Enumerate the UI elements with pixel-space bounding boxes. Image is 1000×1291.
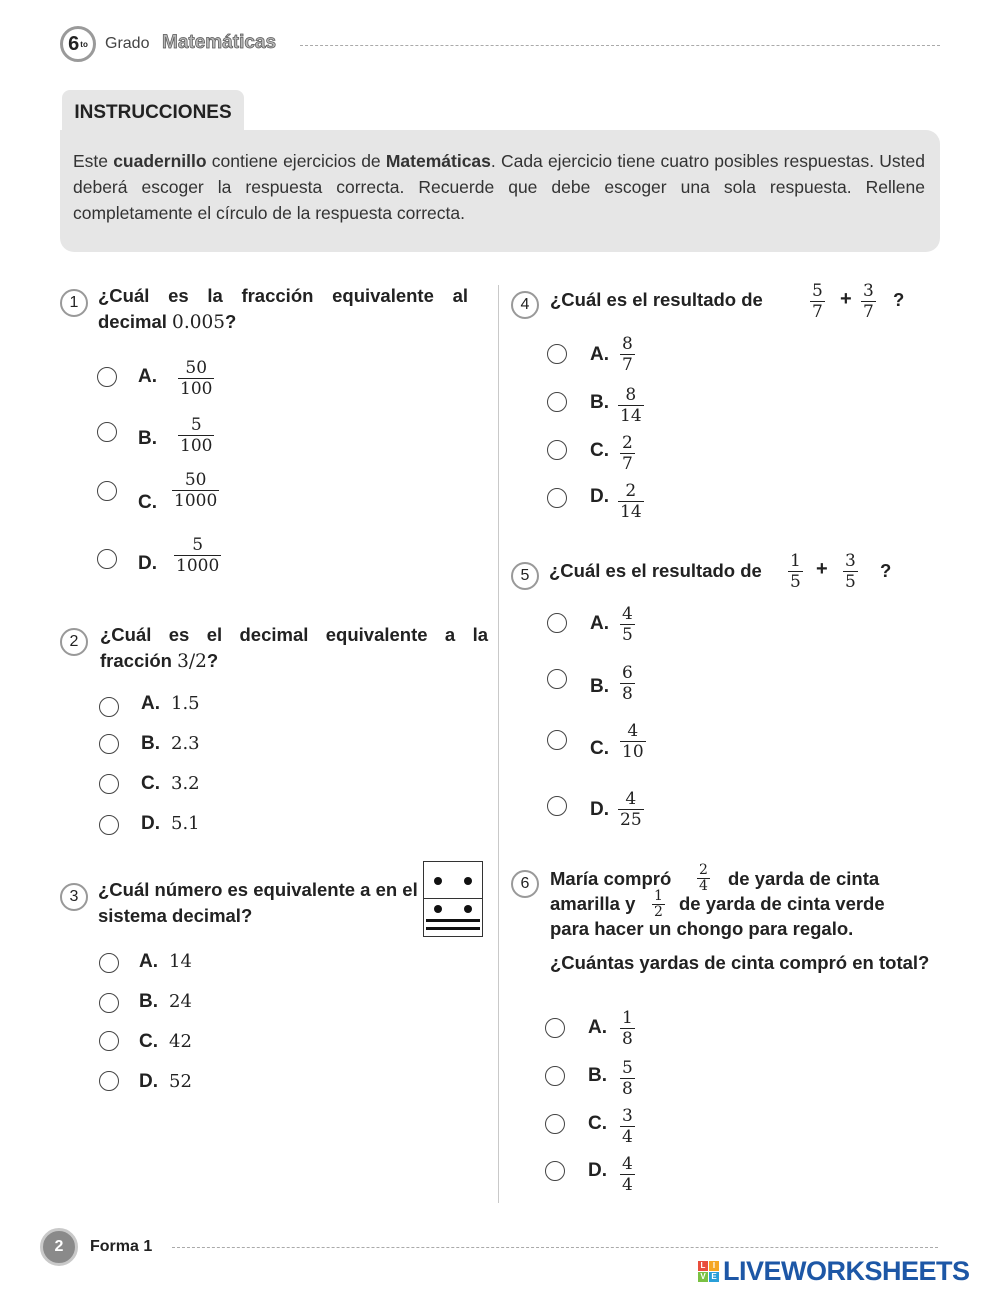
- q3-option-b-value: 24: [169, 991, 192, 1012]
- q4-question-mark: ?: [893, 289, 905, 310]
- mayan-bar: [426, 919, 480, 922]
- q5-a-denominator: 5: [622, 625, 633, 645]
- q5-option-b-letter: B.: [590, 676, 609, 697]
- q1-option-d-letter: D.: [138, 553, 157, 574]
- q2-option-c-radio[interactable]: [99, 774, 119, 794]
- q5-plus: +: [816, 558, 828, 580]
- q2-option-d-value: 5.1: [171, 813, 200, 834]
- q5-option-b-radio[interactable]: [547, 669, 567, 689]
- form-label: Forma 1: [90, 1238, 153, 1255]
- grade-number: 6: [68, 32, 80, 55]
- q1-option-b-fraction: [178, 415, 214, 456]
- q1-option-a-letter: A.: [138, 366, 157, 387]
- instr-text-3: . Cada ejercicio tiene cuatro posibles respuestas. Usted deberá escoger la respuesta correcta. Recuerde que debe escoger una sola respuesta. Rellene completamente el círculo de la respuesta correcta.: [73, 151, 925, 223]
- question-5-text: ¿Cuál es el resultado de: [549, 560, 762, 581]
- q2-end: ?: [206, 650, 219, 671]
- q1-option-a-radio[interactable]: [97, 367, 117, 387]
- q1-option-b-letter: B.: [138, 428, 157, 449]
- q3-option-a-value: 14: [169, 951, 192, 972]
- q1-b-numerator: 5: [190, 415, 202, 435]
- question-number-3: 3: [60, 883, 88, 911]
- q5-option-d-fraction: [618, 789, 644, 830]
- q2-math: 3/2: [177, 651, 207, 672]
- question-3-text: ¿Cuál número es equivalente a en el sistema decimal?: [98, 879, 418, 926]
- mayan-separator: [424, 898, 482, 899]
- q4-d-numerator: 2: [625, 481, 637, 501]
- q6-d-numerator: 4: [622, 1154, 633, 1174]
- q6-question: ¿Cuántas yardas de cinta compró en total?: [550, 952, 930, 973]
- q4-option-a-fraction: [620, 334, 635, 375]
- q6-option-c-radio[interactable]: [545, 1114, 565, 1134]
- q5-option-a-letter: A.: [590, 613, 609, 634]
- mayan-dot: [464, 877, 472, 885]
- question-1-text: [98, 283, 468, 336]
- q2-option-a-radio[interactable]: [99, 697, 119, 717]
- q4-option-c-letter: C.: [590, 440, 609, 461]
- q4-option-b-letter: B.: [590, 392, 609, 413]
- q4-option-d-letter: D.: [590, 486, 609, 507]
- q1-option-c-letter: C.: [138, 492, 157, 513]
- question-number-1: 1: [60, 289, 88, 317]
- q1-c-denominator: 1000: [174, 491, 218, 511]
- q2-text: ¿Cuál es el decimal equivalente a la fracción: [100, 624, 488, 671]
- q5-f1-numerator: 1: [790, 551, 801, 571]
- grade-suffix: to: [80, 39, 88, 49]
- q5-a-numerator: 4: [622, 604, 633, 624]
- q1-c-numerator: 50: [184, 470, 207, 490]
- q3-option-a-radio[interactable]: [99, 953, 119, 973]
- footer-divider: [172, 1247, 938, 1248]
- page-number: 2: [40, 1228, 78, 1266]
- subject-title: Matemáticas: [162, 32, 277, 53]
- q6-option-b-fraction: [620, 1058, 635, 1099]
- q6-option-d-letter: D.: [588, 1160, 607, 1181]
- q2-option-b-radio[interactable]: [99, 734, 119, 754]
- q5-c-numerator: 4: [627, 721, 639, 741]
- q3-option-c-letter: C.: [139, 1031, 158, 1052]
- q1-option-c-fraction: [172, 470, 219, 511]
- q6-option-c-letter: C.: [588, 1113, 607, 1134]
- q6-option-d-fraction: [620, 1154, 635, 1195]
- instr-text-1: Este: [73, 151, 114, 171]
- q5-option-a-fraction: [620, 604, 635, 645]
- q1-math: 0.005: [172, 312, 226, 333]
- q4-option-c-fraction: [620, 433, 635, 474]
- q4-f2-denominator: 7: [863, 302, 874, 322]
- q4-f1-denominator: 7: [812, 302, 823, 322]
- q5-option-c-fraction: [620, 721, 646, 762]
- q2-option-a-value: 1.5: [171, 693, 200, 714]
- q4-c-denominator: 7: [622, 454, 633, 474]
- q3-option-d-value: 52: [169, 1071, 192, 1092]
- q5-option-d-letter: D.: [590, 799, 609, 820]
- q5-b-numerator: 6: [622, 663, 633, 683]
- q6-line-2b: de yarda de cinta verde: [679, 893, 885, 914]
- q6-line-2a: amarilla y: [550, 893, 636, 914]
- q4-option-a-radio[interactable]: [547, 344, 567, 364]
- q5-option-d-radio[interactable]: [547, 796, 567, 816]
- q6-c-numerator: 3: [622, 1106, 633, 1126]
- q2-option-d-letter: D.: [141, 813, 160, 834]
- mayan-dot: [464, 905, 472, 913]
- q5-f2-numerator: 3: [845, 551, 856, 571]
- q5-option-b-fraction: [620, 663, 635, 704]
- q1-text: ¿Cuál es la fracción equivalente al decimal: [98, 285, 468, 332]
- q1-d-denominator: 1000: [176, 556, 220, 576]
- q1-option-d-fraction: [174, 535, 221, 576]
- q4-f1-numerator: 5: [812, 281, 823, 301]
- q1-option-d-radio[interactable]: [97, 549, 117, 569]
- q6-d-denominator: 4: [622, 1175, 633, 1195]
- question-number-6: 6: [511, 870, 539, 898]
- q6-b-denominator: 8: [622, 1079, 633, 1099]
- q1-a-denominator: 100: [180, 379, 213, 399]
- mayan-numeral-image: [423, 861, 483, 937]
- q5-option-a-radio[interactable]: [547, 613, 567, 633]
- q4-b-denominator: 14: [620, 406, 642, 426]
- q6-f2-numerator: 1: [654, 888, 663, 904]
- liveworksheets-logo: [698, 1256, 970, 1287]
- q5-fraction-2: [843, 551, 858, 592]
- header-divider: [300, 45, 940, 46]
- q5-b-denominator: 8: [622, 684, 633, 704]
- q6-f1-denominator: 4: [699, 878, 708, 894]
- q6-option-a-radio[interactable]: [545, 1018, 565, 1038]
- q1-option-c-radio[interactable]: [97, 481, 117, 501]
- liveworksheets-logo-icon: [698, 1261, 719, 1282]
- q6-b-numerator: 5: [622, 1058, 633, 1078]
- q6-f2-denominator: 2: [654, 904, 663, 920]
- q3-option-d-letter: D.: [139, 1071, 158, 1092]
- q6-line-3: para hacer un chongo para regalo.: [550, 918, 854, 939]
- q1-b-denominator: 100: [180, 436, 213, 456]
- q2-option-b-value: 2.3: [171, 733, 200, 754]
- question-4-text: ¿Cuál es el resultado de: [550, 289, 763, 310]
- instr-bold-2: Matemáticas: [385, 151, 491, 171]
- mayan-dot: [434, 905, 442, 913]
- q3-option-b-radio[interactable]: [99, 993, 119, 1013]
- q6-c-denominator: 4: [622, 1127, 633, 1147]
- q5-c-denominator: 10: [622, 742, 644, 762]
- instr-text-2: contiene ejercicios de: [206, 151, 386, 171]
- q4-b-numerator: 8: [625, 385, 637, 405]
- q3-option-d-radio[interactable]: [99, 1071, 119, 1091]
- q4-option-c-radio[interactable]: [547, 440, 567, 460]
- question-number-5: 5: [511, 562, 539, 590]
- q3-option-c-value: 42: [169, 1031, 192, 1052]
- q5-option-c-radio[interactable]: [547, 730, 567, 750]
- q2-option-c-value: 3.2: [171, 773, 200, 794]
- q6-a-numerator: 1: [622, 1008, 633, 1028]
- q6-fraction-1: [697, 863, 710, 894]
- q5-fraction-1: [788, 551, 803, 592]
- q4-option-d-fraction: [618, 481, 644, 522]
- q6-a-denominator: 8: [622, 1029, 633, 1049]
- q6-line-1b: de yarda de cinta: [728, 868, 880, 889]
- q5-f2-denominator: 5: [845, 572, 856, 592]
- q4-fraction-2: [861, 281, 876, 322]
- q4-option-b-fraction: [618, 385, 644, 426]
- q4-a-denominator: 7: [622, 355, 633, 375]
- q4-option-a-letter: A.: [590, 344, 609, 365]
- grade-badge: [60, 26, 96, 62]
- logo-letter-v: V: [698, 1272, 708, 1282]
- q2-option-c-letter: C.: [141, 773, 160, 794]
- q4-c-numerator: 2: [622, 433, 633, 453]
- liveworksheets-brand: LIVEWORKSHEETS: [723, 1256, 970, 1286]
- q5-d-denominator: 25: [620, 810, 642, 830]
- q6-option-b-radio[interactable]: [545, 1066, 565, 1086]
- column-divider: [498, 285, 499, 1203]
- q3-option-b-letter: B.: [139, 991, 158, 1012]
- q6-option-b-letter: B.: [588, 1065, 607, 1086]
- q6-option-a-fraction: [620, 1008, 635, 1049]
- q5-f1-denominator: 5: [790, 572, 801, 592]
- q1-option-b-radio[interactable]: [97, 422, 117, 442]
- logo-letter-i: I: [709, 1261, 719, 1271]
- q5-option-c-letter: C.: [590, 738, 609, 759]
- q2-option-a-letter: A.: [141, 693, 160, 714]
- instr-bold-1: cuadernillo: [113, 151, 207, 171]
- q3-option-c-radio[interactable]: [99, 1031, 119, 1051]
- q2-option-d-radio[interactable]: [99, 815, 119, 835]
- instructions-text: [73, 148, 925, 226]
- q4-a-numerator: 8: [622, 334, 633, 354]
- q1-d-numerator: 5: [192, 535, 204, 555]
- q1-end: ?: [225, 311, 237, 332]
- question-number-2: 2: [60, 628, 88, 656]
- question-number-4: 4: [511, 291, 539, 319]
- mayan-bar: [426, 927, 480, 930]
- logo-letter-l: L: [698, 1261, 708, 1271]
- q4-plus: +: [840, 288, 852, 310]
- q4-option-d-radio[interactable]: [547, 488, 567, 508]
- question-2-text: [100, 622, 488, 675]
- grade-label: Grado: [105, 35, 150, 52]
- q6-f1-numerator: 2: [699, 862, 708, 878]
- q3-option-a-letter: A.: [139, 951, 158, 972]
- instructions-title: INSTRUCCIONES: [62, 90, 244, 136]
- q4-fraction-1: [810, 281, 825, 322]
- q2-option-b-letter: B.: [141, 733, 160, 754]
- q1-option-a-fraction: [178, 358, 214, 399]
- logo-letter-e: E: [709, 1272, 719, 1282]
- q4-f2-numerator: 3: [863, 281, 874, 301]
- q5-d-numerator: 4: [625, 789, 637, 809]
- mayan-dot: [434, 877, 442, 885]
- q4-option-b-radio[interactable]: [547, 392, 567, 412]
- q6-option-a-letter: A.: [588, 1017, 607, 1038]
- q1-a-numerator: 50: [185, 358, 208, 378]
- q6-option-c-fraction: [620, 1106, 635, 1147]
- q6-option-d-radio[interactable]: [545, 1161, 565, 1181]
- q5-question-mark: ?: [880, 560, 892, 581]
- q6-line-1a: María compró: [550, 868, 672, 889]
- q4-d-denominator: 14: [620, 502, 642, 522]
